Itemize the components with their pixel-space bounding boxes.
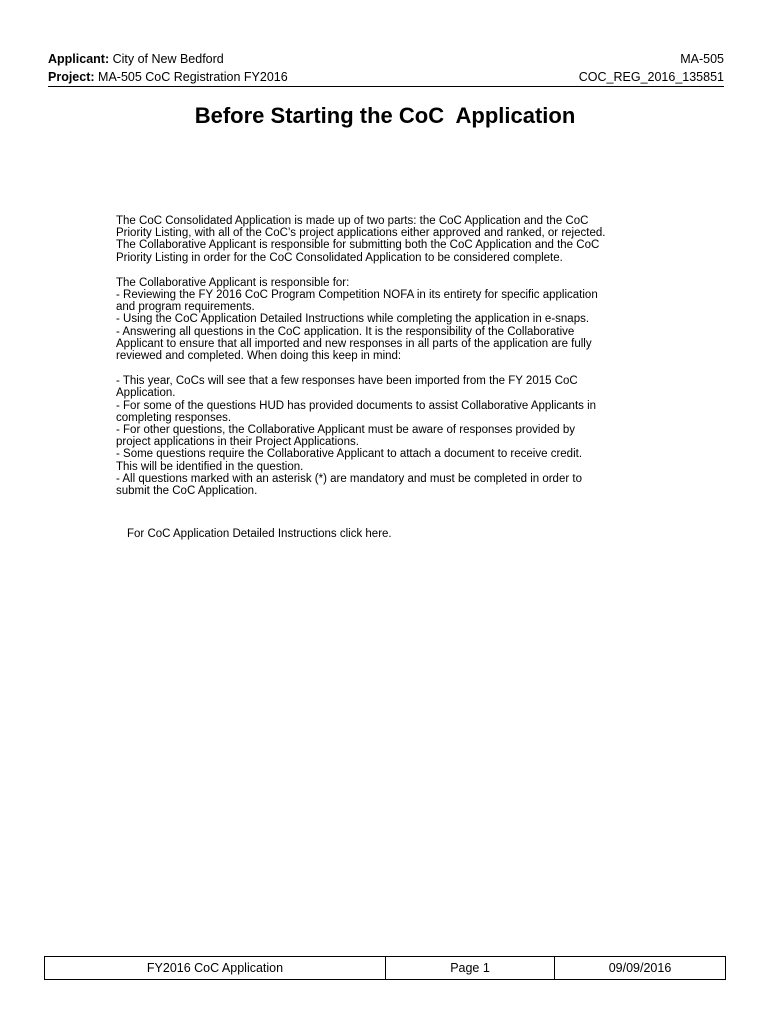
text-line: reviewed and completed. When doing this keep in mind: bbox=[116, 350, 402, 363]
paragraph-consolidated-application bbox=[116, 215, 656, 264]
page-header bbox=[48, 50, 724, 87]
paragraph-keep-in-mind bbox=[116, 375, 656, 497]
text-line: The Collaborative Applicant is responsible for submitting both the CoC Application and the CoC bbox=[116, 239, 600, 252]
text-line: - For some of the questions HUD has provided documents to assist Collaborative Applicants in bbox=[116, 399, 597, 412]
text-line: The CoC Consolidated Application is made up of two parts: the CoC Application and the CoC bbox=[116, 215, 589, 227]
detailed-instructions-link[interactable]: For CoC Application Detailed Instructions click here. bbox=[127, 528, 392, 540]
text-line: - This year, CoCs will see that a few responses have been imported from the FY 2015 CoC bbox=[116, 375, 578, 388]
body-text bbox=[116, 215, 656, 497]
project-line bbox=[48, 68, 288, 86]
text-line: This will be identified in the question. bbox=[116, 460, 304, 473]
text-line: Priority Listing, with all of the CoC’s project applications either approved and ranked, or rejected. bbox=[116, 227, 606, 240]
applicant-line bbox=[48, 50, 224, 68]
paragraph-responsibilities bbox=[116, 277, 656, 362]
text-line: - Answering all questions in the CoC application. It is the responsibility of the Collaborative bbox=[116, 325, 575, 338]
project-value: MA-505 CoC Registration FY2016 bbox=[98, 70, 288, 84]
page-title: Before Starting the CoC Application bbox=[194, 103, 576, 128]
text-line: Applicant to ensure that all imported and new responses in all parts of the application are fully bbox=[116, 337, 592, 350]
text-line: project applications in their Project Applications. bbox=[116, 436, 359, 449]
text-line: and program requirements. bbox=[116, 301, 255, 314]
applicant-value: City of New Bedford bbox=[112, 52, 224, 66]
coc-number: MA-505 bbox=[680, 52, 724, 66]
footer-application-name: FY2016 CoC Application bbox=[45, 957, 386, 979]
applicant-label: Applicant: bbox=[48, 52, 110, 66]
text-line: submit the CoC Application. bbox=[116, 485, 258, 498]
text-line: - Some questions require the Collaborative Applicant to attach a document to receive credit. bbox=[116, 448, 583, 461]
registration-id: COC_REG_2016_135851 bbox=[578, 70, 724, 84]
text-line: The Collaborative Applicant is responsible for: bbox=[116, 276, 350, 289]
text-line: - All questions marked with an asterisk (*) are mandatory and must be completed in order to bbox=[116, 472, 582, 485]
footer-page-number: Page 1 bbox=[386, 957, 555, 979]
text-line: - Reviewing the FY 2016 CoC Program Competition NOFA in its entirety for specific application bbox=[116, 289, 598, 302]
text-line: Application. bbox=[116, 387, 176, 400]
text-line: Priority Listing in order for the CoC Consolidated Application to be considered complete. bbox=[116, 251, 563, 264]
page-footer bbox=[44, 956, 726, 980]
text-line: - For other questions, the Collaborative Applicant must be aware of responses provided by bbox=[116, 424, 575, 437]
text-line: completing responses. bbox=[116, 411, 232, 424]
project-label: Project: bbox=[48, 70, 95, 84]
footer-date: 09/09/2016 bbox=[608, 961, 672, 975]
text-line: - Using the CoC Application Detailed Instructions while completing the application in e-snaps. bbox=[116, 313, 590, 326]
